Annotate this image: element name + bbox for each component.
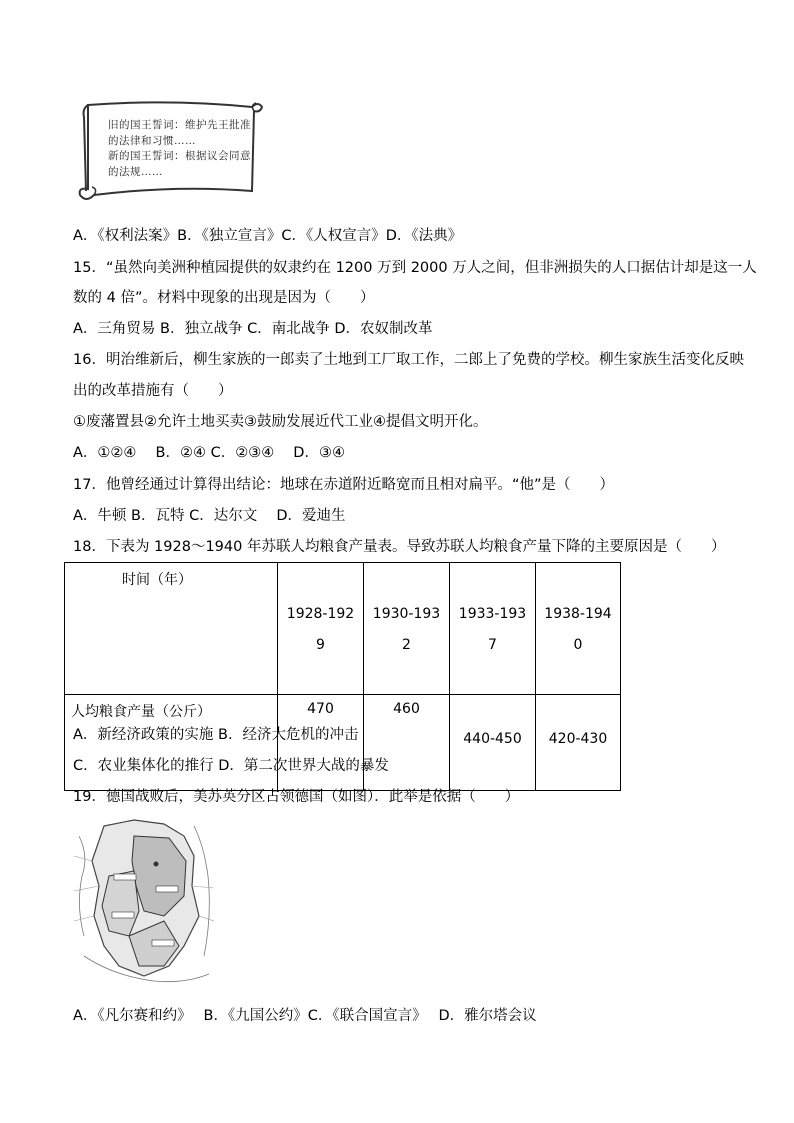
table-cell-value: 460 <box>364 695 450 791</box>
q19-stem: 19．德国战败后，美苏英分区占领德国（如图）．此举是依据（ ） <box>73 789 520 805</box>
table-cell-value: 420-430 <box>536 695 621 791</box>
q17-options: A．牛顿 B．瓦特 C．达尔文 D．爱迪生 <box>73 508 346 524</box>
table-cell-value: 470 <box>278 695 364 791</box>
scroll-line: 旧的国王誓词：维护先王批准 <box>108 119 251 131</box>
table-cell-year: 1930-193 2 <box>364 563 450 695</box>
q15-options: A．三角贸易 B．独立战争 C．南北战争 D．农奴制改革 <box>73 321 433 337</box>
table-row <box>65 563 621 695</box>
q16-options: A．①②④ B．②④ C．②③④ D．③④ <box>73 445 345 461</box>
germany-occupation-map <box>74 816 214 986</box>
q18-options-line1: A．新经济政策的实施 B．经济大危机的冲击 <box>73 727 359 743</box>
q16-items: ①废藩置县②允许土地买卖③鼓励发展近代工业④提倡文明开化。 <box>73 414 488 430</box>
table-row-label: 人均粮食产量（公斤） <box>65 695 278 791</box>
q18-stem: 18．下表为 1928～1940 年苏联人均粮食产量表。导致苏联人均粮食产量下降的主要原因是（ ） <box>73 539 726 555</box>
scroll-line: 的法规…… <box>108 165 163 178</box>
table-cell-year: 1933-193 7 <box>450 563 536 695</box>
scroll-line: 的法律和习惯…… <box>108 134 196 147</box>
table-header-time: 时间（年） <box>65 563 278 695</box>
table-cell-year: 1928-192 9 <box>278 563 364 695</box>
q19-options: A．《凡尔赛和约》 B．《九国公约》C．《联合国宣言》 D．雅尔塔会议 <box>73 1008 537 1024</box>
q14-options: A．《权利法案》B．《独立宣言》C．《人权宣言》D．《法典》 <box>73 228 463 244</box>
scroll-text <box>108 118 251 180</box>
q15-stem-line1: 15．“虽然向美洲种植园提供的奴隶约在 1200 万到 2000 万人之间，但非洲损失的人口据估计却是这一人 <box>73 260 757 276</box>
q17-stem: 17．他曾经通过计算得出结论：地球在赤道附近略宽而且相对扁平。“他”是（ ） <box>73 477 614 493</box>
q16-stem-line2: 出的改革措施有（ ） <box>73 383 233 399</box>
q15-stem-line2: 数的 4 倍”。材料中现象的出现是因为（ ） <box>73 290 375 306</box>
q16-stem-line1: 16．明治维新后，柳生家族的一郎卖了土地到工厂取工作，二郎上了免费的学校。柳生家族生活变化反映 <box>73 352 744 368</box>
q18-options-line2: C．农业集体化的推行 D．第二次世界大战的暴发 <box>73 758 389 774</box>
table-cell-year: 1938-194 0 <box>536 563 621 695</box>
scroll-line: 新的国王誓词：根据议会同意 <box>108 150 251 162</box>
table-cell-value: 440-450 <box>450 695 536 791</box>
